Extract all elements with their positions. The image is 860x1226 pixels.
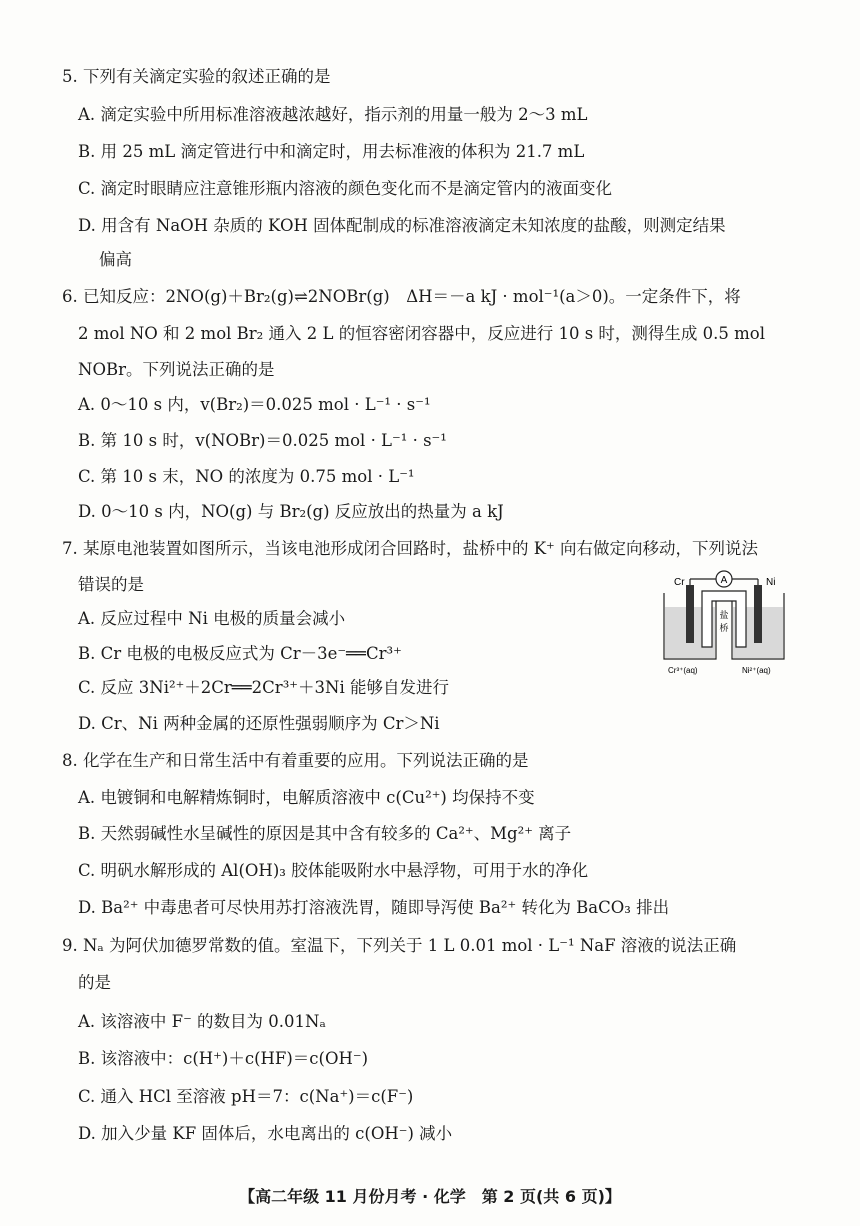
text-line: A. 滴定实验中所用标准溶液越浓越好，指示剂的用量一般为 2～3 mL [78,105,588,124]
ni-electrode-label: Ni [766,577,776,588]
text-line: 偏高 [99,250,132,269]
ammeter-label: A [720,575,728,586]
text-line: 5. 下列有关滴定实验的叙述正确的是 [62,67,331,86]
text-line: B. Cr 电极的电极反应式为 Cr－3e⁻══Cr³⁺ [78,644,402,663]
text-line: 错误的是 [78,575,144,594]
text-line: 的是 [78,973,111,992]
text-line: NOBr。下列说法正确的是 [78,360,275,379]
text-line: A. 0～10 s 内，v(Br₂)＝0.025 mol · L⁻¹ · s⁻¹ [78,395,431,414]
text-line: B. 该溶液中：c(H⁺)＋c(HF)＝c(OH⁻) [78,1049,369,1068]
text-line: D. Cr、Ni 两种金属的还原性强弱顺序为 Cr＞Ni [78,714,440,733]
text-line: A. 该溶液中 F⁻ 的数目为 0.01Nₐ [78,1012,326,1031]
salt-bridge-label-2: 桥 [719,624,729,634]
text-line: D. 加入少量 KF 固体后，水电离出的 c(OH⁻) 减小 [78,1124,453,1143]
cr-electrode [686,585,694,643]
text-line: C. 通入 HCl 至溶液 pH＝7：c(Na⁺)＝c(F⁻) [78,1087,414,1106]
text-line: D. 用含有 NaOH 杂质的 KOH 固体配制成的标准溶液滴定未知浓度的盐酸，则测定结果 [78,216,726,235]
text-line: 7. 某原电池装置如图所示，当该电池形成闭合回路时，盐桥中的 K⁺ 向右做定向移动，下列说法 [62,539,759,558]
text-line: 6. 已知反应：2NO(g)＋Br₂(g)⇌2NOBr(g) ΔH＝－a kJ · mol⁻¹(a＞0)。一定条件下，将 [62,287,741,306]
text-line: 9. Nₐ 为阿伏加德罗常数的值。室温下，下列关于 1 L 0.01 mol · L⁻¹ NaF 溶液的说法正确 [62,936,737,955]
text-line: B. 第 10 s 时，v(NOBr)＝0.025 mol · L⁻¹ · s⁻¹ [78,431,447,450]
text-line: D. Ba²⁺ 中毒患者可尽快用苏打溶液洗胃，随即导泻使 Ba²⁺ 转化为 BaCO₃ 排出 [78,898,670,917]
right-solution-label: Ni²⁺(aq) [742,666,771,675]
text-line: B. 天然弱碱性水呈碱性的原因是其中含有较多的 Ca²⁺、Mg²⁺ 离子 [78,824,572,843]
left-solution-label: Cr³⁺(aq) [668,666,698,675]
galvanic-cell-diagram [660,565,788,675]
ni-electrode [754,585,762,643]
text-line: B. 用 25 mL 滴定管进行中和滴定时，用去标准液的体积为 21.7 mL [78,142,585,161]
text-line: D. 0～10 s 内，NO(g) 与 Br₂(g) 反应放出的热量为 a kJ [78,502,504,521]
text-line: C. 反应 3Ni²⁺＋2Cr══2Cr³⁺＋3Ni 能够自发进行 [78,678,449,697]
text-line: C. 滴定时眼睛应注意锥形瓶内溶液的颜色变化而不是滴定管内的液面变化 [78,179,613,198]
text-line: C. 第 10 s 末，NO 的浓度为 0.75 mol · L⁻¹ [78,467,415,486]
salt-bridge-label-1: 盐 [719,611,729,621]
text-line: 8. 化学在生产和日常生活中有着重要的应用。下列说法正确的是 [62,751,529,770]
text-line: A. 反应过程中 Ni 电极的质量会减小 [78,609,346,628]
page-footer: 【高二年级 11 月份月考 · 化学 第 2 页(共 6 页)】 [239,1187,621,1206]
text-line: 2 mol NO 和 2 mol Br₂ 通入 2 L 的恒容密闭容器中，反应进行 10 s 时，测得生成 0.5 mol [78,324,765,343]
text-line: C. 明矾水解形成的 Al(OH)₃ 胶体能吸附水中悬浮物，可用于水的净化 [78,861,589,880]
cr-electrode-label: Cr [674,577,685,588]
text-line: A. 电镀铜和电解精炼铜时，电解质溶液中 c(Cu²⁺) 均保持不变 [78,788,535,807]
